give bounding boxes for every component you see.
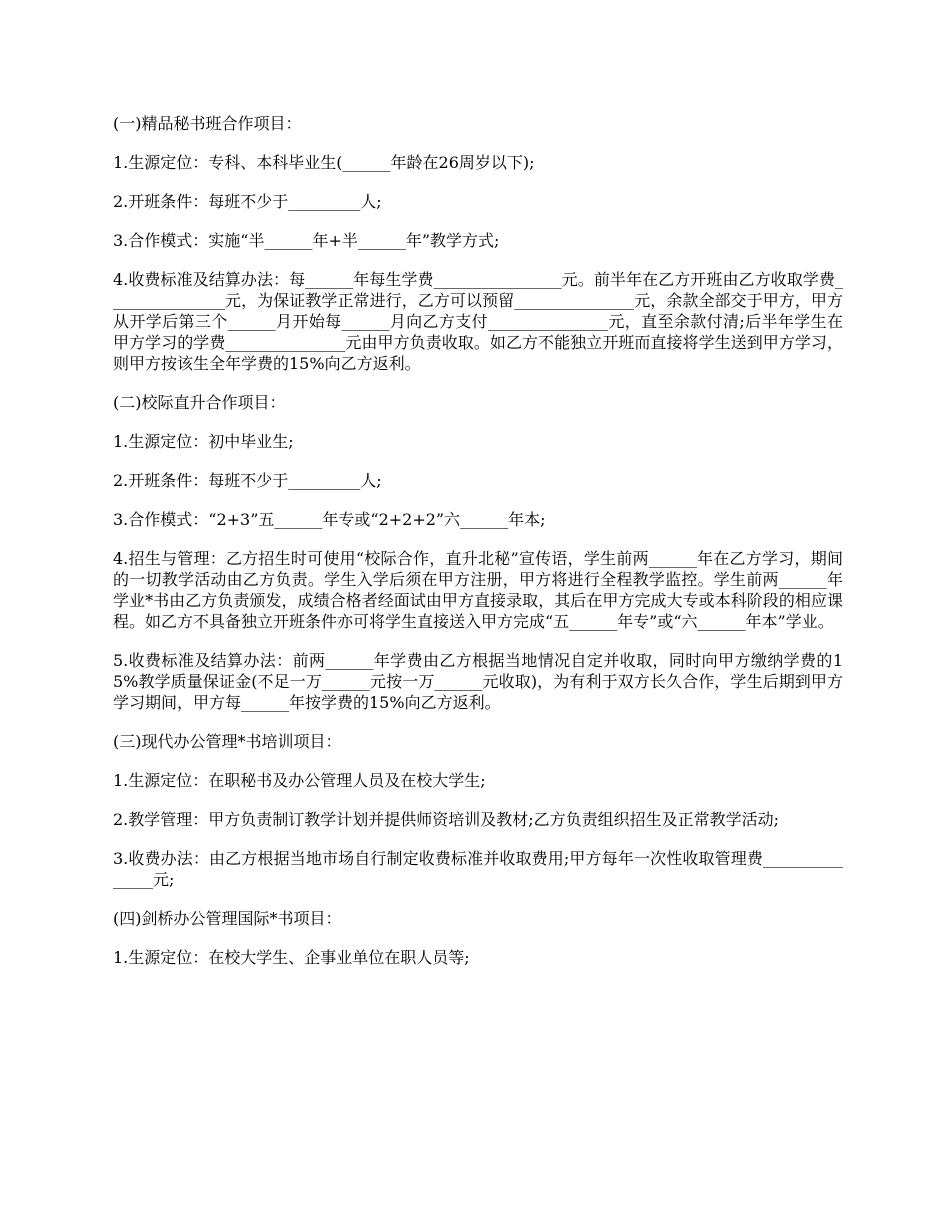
paragraph: 3.合作模式：实施“半______年+半______年”教学方式; [113,231,500,250]
section-heading-3: (三)现代办公管理*书培训项目： [113,732,342,751]
paragraph: 5.收费标准及结算办法：前两______年学费由乙方根据当地情况自定并收取，同时向甲方缴纳学费的15%教学质量保证金(不足一万______元按一万______元收取)，为有利于双方长久合作，学生后期到甲方学习期间，甲方每______年按学费的15%向乙方返利。 [113,651,843,712]
paragraph: 1.生源定位：专科、本科毕业生(______年龄在26周岁以下); [113,153,535,172]
paragraph: 2.开班条件：每班不少于_________人; [113,192,382,211]
section-heading-2: (二)校际直升合作项目： [113,393,286,412]
section-heading-4: (四)剑桥办公管理国际*书项目： [113,909,342,928]
section-heading-1: (一)精品秘书班合作项目： [113,114,302,133]
paragraph: 2.开班条件：每班不少于_________人; [113,471,382,490]
paragraph: 4.收费标准及结算办法：每______年每生学费________________元。前半年在乙方开班由乙方收取学费_______________元，为保证教学正常进行，乙方可以预留_______________元，余款全部交于甲方，甲方从开学后第三个______月开始每______月向乙方支付_______________元，直至余款付清;后半年学生在甲方学习的学费_______________元由甲方负责收取。如乙方不能独立开班而直接将学生送到甲方学习，则甲方按该生全年学费的15%向乙方返利。 [113,270,843,373]
paragraph: 4.招生与管理：乙方招生时可使用“校际合作，直升北秘”宣传语，学生前两______年在乙方学习，期间的一切教学活动由乙方负责。学生入学后须在甲方注册，甲方将进行全程教学监控。学生前两______年学业*书由乙方负责颁发，成绩合格者经面试由甲方直接录取，其后在甲方完成大专或本科阶段的相应课程。如乙方不具备独立开班条件亦可将学生直接送入甲方完成“五______年专”或“六______年本”学业。 [113,549,843,631]
paragraph: 1.生源定位：在职秘书及办公管理人员及在校大学生; [113,771,486,790]
paragraph: 2.教学管理：甲方负责制订教学计划并提供师资培训及教材;乙方负责组织招生及正常教学活动; [113,810,780,829]
paragraph: 3.合作模式：“2+3”五______年专或“2+2+2”六______年本; [113,510,546,529]
paragraph: 1.生源定位：初中毕业生; [113,432,294,451]
paragraph: 1.生源定位：在校大学生、企事业单位在职人员等; [113,948,470,967]
paragraph: 3.收费办法：由乙方根据当地市场自行制定收费标准并收取费用;甲方每年一次性收取管理费_______________元; [113,849,843,889]
document-page [113,113,843,986]
